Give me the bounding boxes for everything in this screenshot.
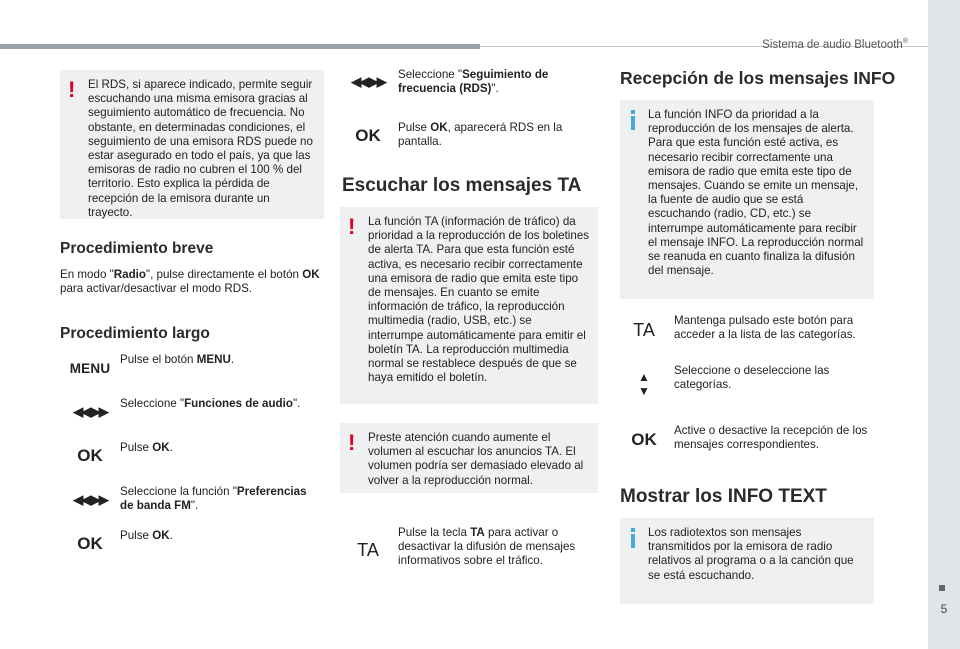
- ok-button-icon: OK: [77, 446, 103, 465]
- up-down-arrows-icon: [614, 364, 674, 404]
- down-arrow-icon: ▼: [638, 384, 650, 398]
- header-rule: [0, 44, 480, 49]
- info-icon: [630, 110, 636, 130]
- warning-icon: !: [68, 77, 76, 102]
- page-number: 5: [940, 602, 948, 616]
- short-procedure-text: En modo "Radio", pulse directamente el botón OK para activar/desactivar el modo RDS.: [60, 268, 320, 296]
- long-step-3: OK Pulse OK.: [60, 440, 324, 472]
- ta-key-step: TA Pulse la tecla TA para activar o desactivar la difusión de mensajes informativos sobre el tráfico.: [338, 525, 600, 575]
- short-procedure-title: Procedimiento breve: [60, 240, 214, 257]
- seek-arrows-icon: ◀◀ ▶▶: [351, 74, 385, 89]
- ta-section-title: Escuchar los mensajes TA: [342, 175, 582, 196]
- info-text-section-title: Mostrar los INFO TEXT: [620, 486, 827, 507]
- info-icon: [630, 528, 636, 548]
- long-step-1: MENU Pulse el botón MENU.: [60, 352, 324, 384]
- rds-warning-box: ! El RDS, si aparece indicado, permite seguir escuchando una misma emisora gracias al seguimiento automático de frecuencia. No obstante, en determinadas condiciones, el seguimiento de una emisora RDS puede no estar asegurado en todo el país, ya que las emisoras de radio no cubren el 100 % del territorio. Esto explica la pérdida de recepción de la emisora durante un trayecto.: [60, 70, 324, 219]
- volume-warning-box: ! Preste atención cuando aumente el volumen al escuchar los anuncios TA. El volumen podría ser demasiado elevado al volver a la reproducción normal.: [340, 423, 598, 493]
- seek-arrows-icon: ◀◀ ▶▶: [73, 492, 107, 507]
- warning-icon: !: [348, 430, 356, 455]
- warning-icon: !: [348, 214, 356, 239]
- info-step-categories: TA Mantenga pulsado este botón para acceder a la lista de las categorías.: [614, 314, 874, 346]
- info-section-title: Recepción de los mensajes INFO: [620, 68, 896, 88]
- ok-button-icon: OK: [77, 534, 103, 553]
- info-step-select: ▲ ▼ Seleccione o deseleccione las categorías.: [614, 364, 874, 404]
- long-procedure-title: Procedimiento largo: [60, 325, 210, 342]
- long-step-2: ◀◀ ▶▶ Seleccione "Funciones de audio".: [60, 396, 324, 428]
- radiotext-info-box: Los radiotextos son mensajes transmitidos por la emisora de radio relativos al programa o a la canción que se está escuchando.: [620, 518, 874, 604]
- page-edge-strip: [928, 0, 960, 649]
- info-box: La función INFO da prioridad a la reproducción de los mensajes de alerta. Para que esta función esté activa, es necesario recibir correctamente una emisora de radio que emita este tipo de mensajes. Cuando se emite un mensaje, la fuente de audio que se está escuchando (radio, CD, etc.) se interrumpe automáticamente para recibir el mensaje INFO. La reproducción normal se reanuda en cuanto finaliza la difusión del mensaje.: [620, 100, 874, 299]
- up-arrow-icon: ▲: [638, 370, 650, 384]
- seek-arrows-icon: ◀◀ ▶▶: [73, 404, 107, 419]
- info-step-toggle: OK Active o desactive la recepción de los mensajes correspondientes.: [614, 424, 874, 456]
- section-marker: [939, 585, 945, 591]
- rds-step-select: ◀◀ ▶▶ Seleccione "Seguimiento de frecuencia (RDS)".: [338, 66, 600, 98]
- ok-button-icon: OK: [355, 126, 381, 145]
- ta-button-icon: TA: [357, 539, 379, 560]
- long-step-5: OK Pulse OK.: [60, 528, 324, 560]
- ok-button-icon: OK: [631, 430, 657, 449]
- ta-warning-box: ! La función TA (información de tráfico) da prioridad a la reproducción de los boletines de alerta TA. Para que esta función esté activa, es necesario recibir correctamente una emisora de radio que emita este tipo de mensajes. En cuanto se emite información de tráfico, la reproducción multimedia (radio, USB, etc.) se interrumpe automáticamente para emitir el boletín TA. La reproducción multimedia normal se restablece después de que se haya emitido el boletín.: [340, 207, 598, 404]
- long-step-4: ◀◀ ▶▶ Seleccione la función "Preferencias de banda FM".: [60, 484, 324, 516]
- menu-button-icon: MENU: [69, 360, 111, 376]
- running-header: Sistema de audio Bluetooth®: [762, 38, 908, 51]
- rds-step-ok: OK Pulse OK, aparecerá RDS en la pantalla.: [338, 120, 600, 152]
- ta-button-icon: TA: [633, 319, 655, 340]
